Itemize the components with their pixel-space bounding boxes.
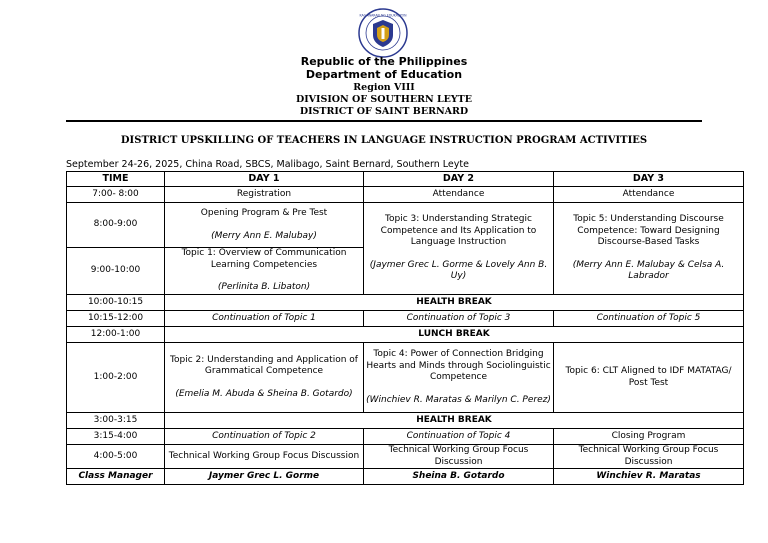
header-division: DIVISION OF SOUTHERN LEYTE [295,94,472,105]
day1-cell [165,343,364,413]
table-row [67,203,744,248]
day3-cell: Topic 6: CLT Aligned to IDF MATATAG/ Post Test [554,343,744,413]
header-region: Region VIII [353,82,415,93]
table-row [67,295,744,311]
time-cell: 1:00-2:00 [67,343,165,413]
table-row [67,187,744,203]
header-district: DISTRICT OF SAINT BERNARD [299,106,469,117]
topic4-title: Topic 4: Power of Connection Bridging Hearts and Minds through Sociolinguistic Competence [366,349,551,382]
header-day1: DAY 1 [165,172,364,187]
day2-manager: Sheina B. Gotardo [364,469,554,485]
deped-seal-logo [358,8,408,58]
table-row [67,445,744,469]
topic4-speaker: (Winchiev R. Maratas & Marilyn C. Perez) [366,394,551,405]
time-cell: 3:00-3:15 [67,413,165,429]
day2-cell [364,203,554,295]
class-manager-label: Class Manager [67,469,165,485]
time-cell: 10:15-12:00 [67,311,165,327]
topic5-title: Topic 5: Understanding Discourse Competence: Toward Designing Discourse-Based Tasks [573,214,724,248]
day2-cell: Continuation of Topic 3 [364,311,554,327]
lunch-break-cell: LUNCH BREAK [165,327,744,343]
table-row [67,343,744,413]
time-cell: 8:00-9:00 [67,203,165,248]
svg-text:KAGAWARAN NG EDUKASYON: KAGAWARAN NG EDUKASYON [359,13,407,18]
schedule-table [66,171,744,485]
table-header-row [67,172,744,187]
table-row [67,469,744,485]
opening-program: Opening Program & Pre Test [200,208,328,218]
day3-cell: Attendance [554,187,744,203]
day2-cell [364,343,554,413]
day3-cell: Continuation of Topic 5 [554,311,744,327]
time-cell: 12:00-1:00 [67,327,165,343]
table-row [67,429,744,445]
time-cell: 7:00- 8:00 [67,187,165,203]
topic3-title: Topic 3: Understanding Strategic Competence and Its Application to Language Instruction [380,214,537,248]
day1-cell: Continuation of Topic 2 [165,429,364,445]
table-row [67,413,744,429]
time-cell: 9:00-10:00 [67,248,165,295]
topic2-title: Topic 2: Understanding and Application of Grammatical Competence [170,354,358,377]
topic3-speaker: (Jaymer Grec L. Gorme & Lovely Ann B. Uy) [369,259,548,282]
health-break-cell: HEALTH BREAK [165,413,744,429]
day2-cell: Attendance [364,187,554,203]
day1-cell [165,203,364,248]
header-time: TIME [67,172,165,187]
header-day2: DAY 2 [364,172,554,187]
opening-speaker: (Merry Ann E. Malubay) [211,230,317,241]
topic5-speaker: (Merry Ann E. Malubay & Celsa A. Labrador [572,259,725,282]
topic1-speaker: (Perlinita B. Libaton) [217,282,311,293]
day3-cell: Closing Program [554,429,744,445]
document-title: DISTRICT UPSKILLING OF TEACHERS IN LANGUAGE INSTRUCTION PROGRAM ACTIVITIES [120,135,648,146]
day3-manager: Winchiev R. Maratas [554,469,744,485]
venue-date-line: September 24-26, 2025, China Road, SBCS, Malibago, Saint Bernard, Southern Leyte [66,159,469,170]
time-cell: 10:00-10:15 [67,295,165,311]
day3-cell: Technical Working Group Focus Discussion [554,445,744,469]
day2-cell: Continuation of Topic 4 [364,429,554,445]
day1-cell [165,248,364,295]
time-cell: 3:15-4:00 [67,429,165,445]
day3-cell [554,203,744,295]
table-row [67,327,744,343]
topic2-speaker: (Emelia M. Abuda & Sheina B. Gotardo) [175,388,353,399]
header-department: Department of Education [305,68,463,81]
health-break-cell: HEALTH BREAK [165,295,744,311]
day1-manager: Jaymer Grec L. Gorme [165,469,364,485]
day1-cell: Continuation of Topic 1 [165,311,364,327]
table-row [67,311,744,327]
header-republic: Republic of the Philippines [300,55,468,68]
header-day3: DAY 3 [554,172,744,187]
header-divider [66,120,702,122]
topic1-title: Topic 1: Overview of Communication Learning Competencies [181,248,347,270]
day1-cell: Registration [165,187,364,203]
time-cell: 4:00-5:00 [67,445,165,469]
day2-cell: Technical Working Group Focus Discussion [364,445,554,469]
day1-cell: Technical Working Group Focus Discussion [165,445,364,469]
